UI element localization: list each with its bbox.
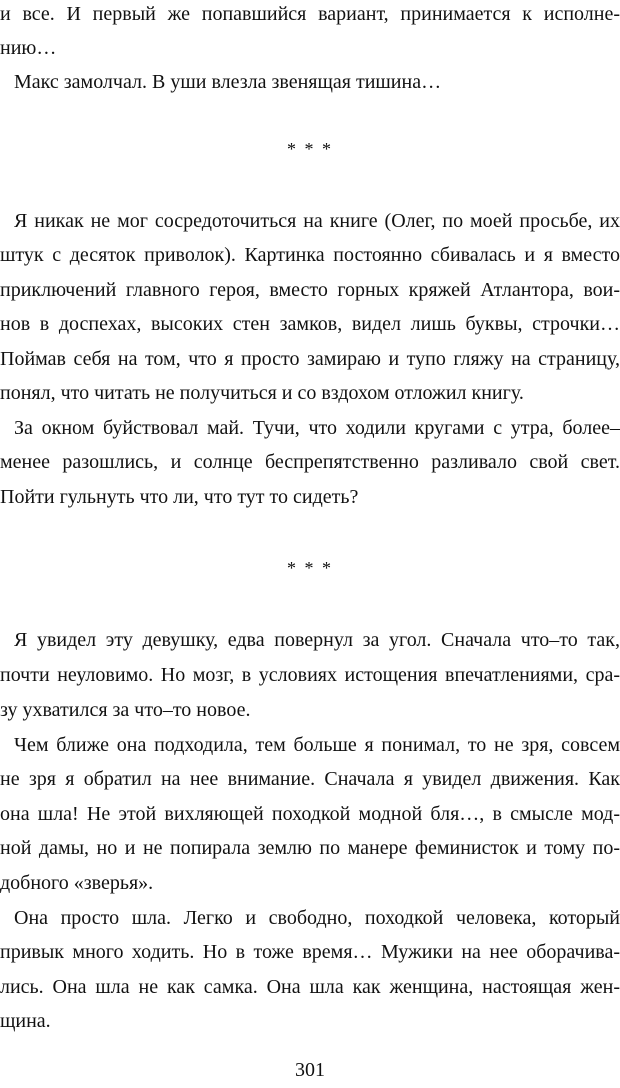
text-line: Чем ближе она подходила, тем больше я понимал, то не зря, совсем bbox=[14, 734, 620, 756]
text-line: нию… bbox=[0, 37, 57, 59]
text-line: понял, что читать не получиться и со вздохом отложил книгу. bbox=[0, 382, 524, 404]
text-line: Пойти гульнуть что ли, что тут то сидеть? bbox=[0, 486, 359, 508]
text-line: лись. Она шла не как самка. Она шла как женщина, настоящая жен- bbox=[0, 976, 620, 998]
section-separator: * * * bbox=[287, 139, 333, 159]
text-line: менее разошлись, и солнце беспрепятственно разливало свой свет. bbox=[0, 451, 620, 473]
text-line: почти неуловимо. Но мозг, в условиях истощения впечатлениями, сра- bbox=[0, 664, 620, 686]
text-line: добного «зверья». bbox=[0, 872, 154, 894]
text-line: привык много ходить. Но в тоже время… Мужики на нее оборачива- bbox=[0, 941, 620, 963]
text-line: Поймав себя на том, что я просто замираю и тупо гляжу на страницу, bbox=[0, 348, 620, 370]
text-line: не зря я обратил на нее внимание. Сначала я увидел движения. Как bbox=[0, 768, 620, 790]
page-number: 301 bbox=[295, 1059, 325, 1081]
text-line: Макс замолчал. В уши влезла звенящая тишина… bbox=[14, 71, 442, 93]
text-line: и все. И первый же попавшийся вариант, принимается к исполне- bbox=[0, 3, 620, 25]
text-line: щина. bbox=[0, 1010, 51, 1032]
section-separator: * * * bbox=[287, 558, 333, 578]
text-line: приключений главного героя, вместо горных кряжей Атлантора, вои- bbox=[0, 279, 620, 301]
text-line: ной дамы, но и не попирала землю по манере феминисток и тому по- bbox=[0, 837, 620, 859]
text-line: штук с десяток приволок). Картинка постоянно сбивалась и я вместо bbox=[0, 244, 620, 266]
text-line: За окном буйствовал май. Тучи, что ходили кругами с утра, более– bbox=[14, 417, 620, 439]
text-line: Я увидел эту девушку, едва повернул за угол. Сначала что–то так, bbox=[14, 629, 620, 651]
text-line: зу ухватился за что–то новое. bbox=[0, 699, 251, 721]
text-line: нов в доспехах, высоких стен замков, видел лишь буквы, строчки… bbox=[0, 313, 620, 335]
text-line: она шла! Не этой вихляющей походкой модной бля…, в смысле мод- bbox=[0, 803, 620, 825]
text-line: Она просто шла. Легко и свободно, походкой человека, который bbox=[14, 907, 620, 929]
text-line: Я никак не мог сосредоточиться на книге (Олег, по моей просьбе, их bbox=[14, 210, 620, 232]
